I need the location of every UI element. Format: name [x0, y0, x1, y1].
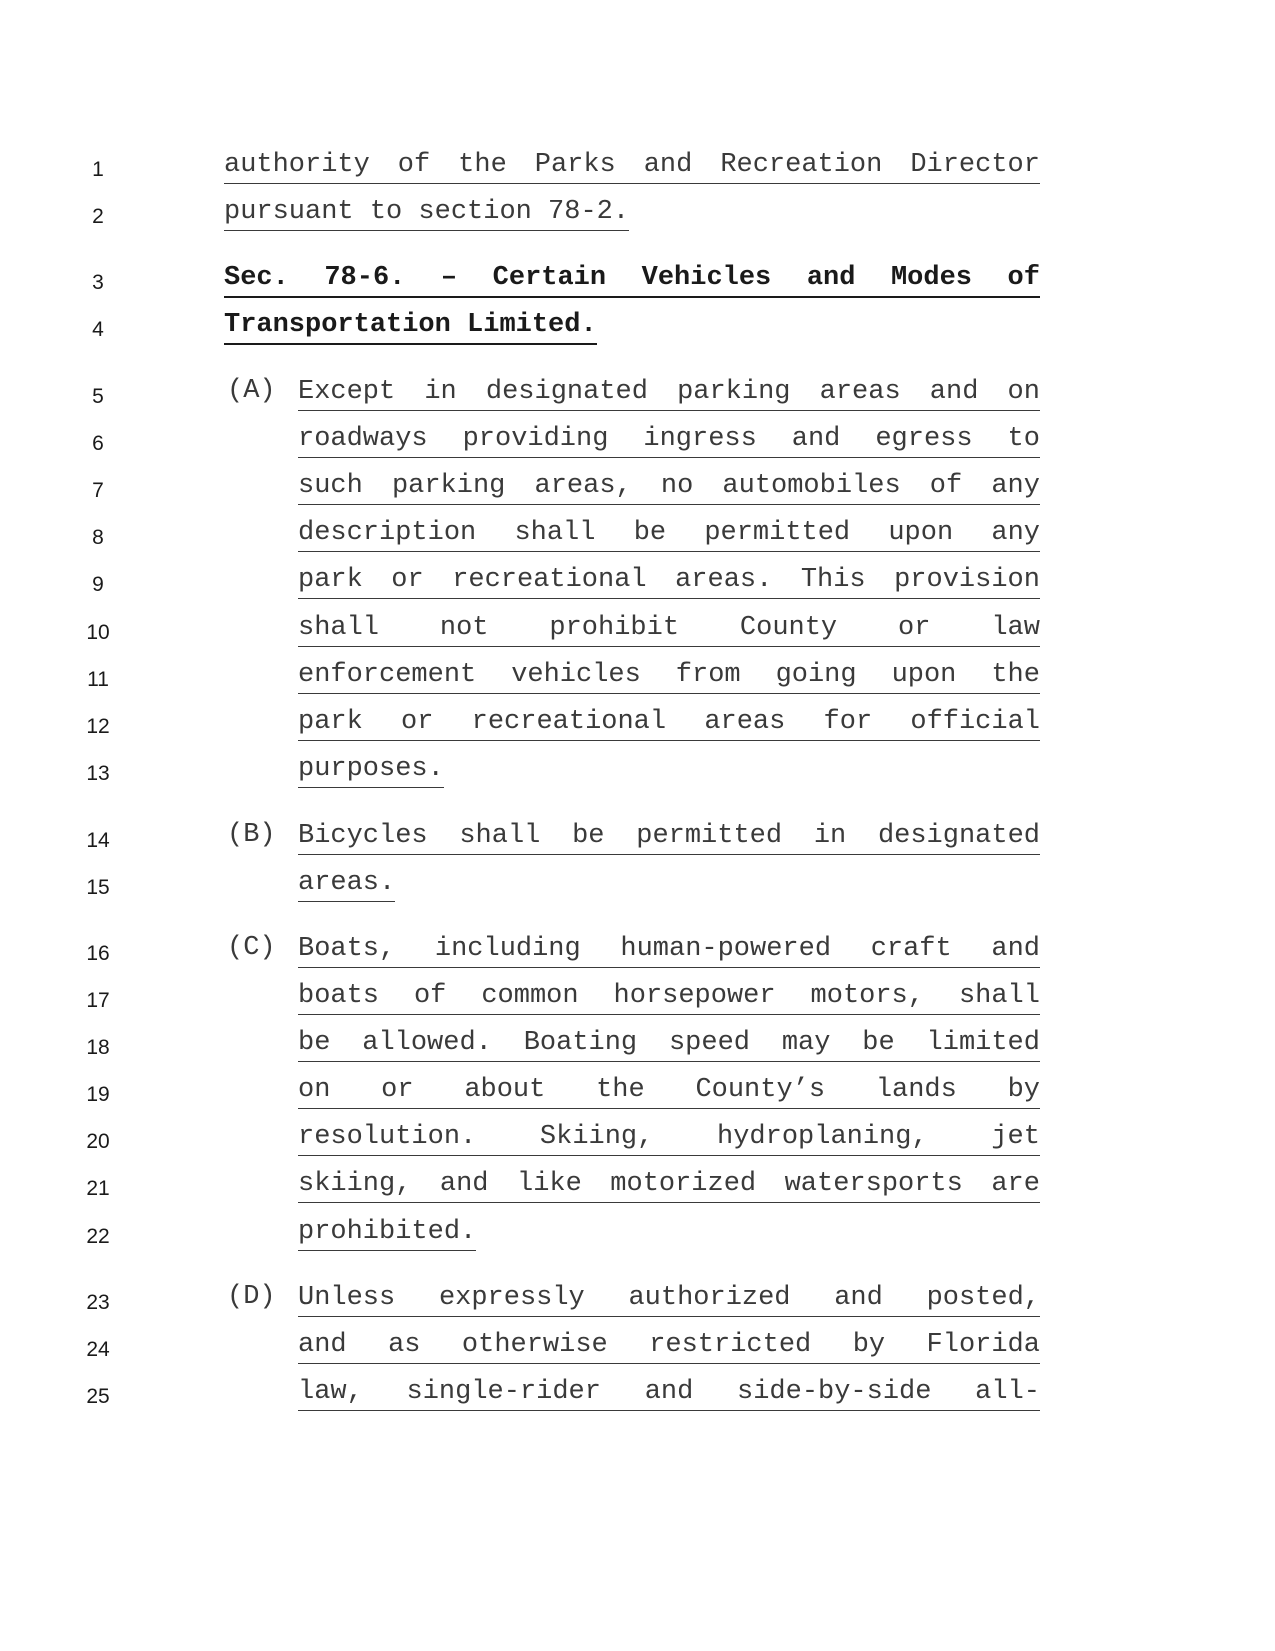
word: on — [298, 1075, 331, 1105]
word: by — [1007, 1075, 1040, 1105]
line-number: 2 — [92, 205, 104, 228]
word: park — [298, 565, 363, 595]
word: Modes — [890, 263, 972, 293]
word: for — [823, 707, 873, 737]
word: law — [991, 613, 1040, 643]
word: single-rider — [406, 1377, 601, 1407]
line-number: 11 — [87, 668, 109, 691]
word: Boats, — [298, 934, 396, 964]
word: in — [424, 377, 457, 407]
word: shall — [514, 518, 596, 548]
word: and — [298, 1330, 347, 1360]
line-19 — [0, 1071, 1275, 1111]
line-text: areas. — [298, 867, 395, 902]
line-12 — [0, 703, 1275, 743]
word: expressly — [438, 1283, 585, 1313]
word: recreational — [471, 707, 667, 737]
word: and — [806, 263, 856, 293]
word: side-by-side — [737, 1377, 932, 1407]
word: like — [517, 1169, 582, 1199]
word: Director — [910, 150, 1040, 180]
line-2 — [0, 193, 1275, 233]
word: County’s — [695, 1075, 826, 1105]
word: limited — [926, 1028, 1040, 1058]
word: and — [644, 1377, 694, 1407]
line-text — [298, 980, 1040, 1015]
word: and — [834, 1283, 883, 1313]
word: human-powered — [620, 934, 832, 964]
line-number: 4 — [92, 318, 104, 341]
line-1 — [0, 146, 1275, 186]
word: or — [401, 707, 434, 737]
word: description — [298, 518, 477, 548]
subsection-label: (C) — [227, 933, 276, 963]
word: permitted — [704, 518, 851, 548]
word: designated — [485, 377, 648, 407]
word: egress — [875, 424, 973, 454]
line-number: 5 — [92, 385, 104, 408]
word: shall — [298, 613, 380, 643]
word: or — [898, 613, 931, 643]
word: Parks — [534, 150, 616, 180]
line-6 — [0, 420, 1275, 460]
word: areas. — [675, 565, 773, 595]
subsection-label: (A) — [227, 376, 276, 406]
word: in — [813, 821, 847, 851]
line-number: 23 — [86, 1291, 110, 1314]
word: skiing, — [298, 1169, 412, 1199]
line-number: 21 — [86, 1177, 110, 1200]
section-heading: Transportation Limited. — [224, 309, 597, 345]
word: ingress — [643, 424, 757, 454]
line-number: 12 — [86, 715, 110, 738]
line-13 — [0, 750, 1275, 790]
word: upon — [891, 660, 957, 690]
word: of — [929, 471, 963, 501]
word: 78-6. — [324, 263, 406, 293]
word: and — [643, 150, 693, 180]
line-text — [298, 1027, 1040, 1062]
line-number: 24 — [86, 1338, 110, 1361]
word: by — [852, 1330, 886, 1360]
line-text — [298, 1121, 1040, 1156]
word: designated — [877, 821, 1040, 851]
line-17 — [0, 977, 1275, 1017]
line-number: 8 — [92, 526, 104, 549]
word: allowed. — [362, 1028, 492, 1058]
word: of — [397, 150, 431, 180]
word: park — [298, 707, 363, 737]
word: common — [481, 981, 579, 1011]
line-number: 19 — [86, 1083, 110, 1106]
line-14 — [0, 817, 1275, 857]
subsection-label: (D) — [227, 1282, 276, 1312]
word: on — [1007, 377, 1040, 407]
word: posted, — [926, 1283, 1040, 1313]
line-text — [298, 706, 1040, 741]
line-text — [298, 820, 1040, 855]
line-5 — [0, 373, 1275, 413]
word: and — [791, 424, 841, 454]
word: motors, — [810, 981, 924, 1011]
section-heading — [224, 262, 1040, 298]
word: and — [439, 1169, 489, 1199]
word: shall — [459, 821, 541, 851]
word: be — [572, 821, 605, 851]
word: lands — [875, 1075, 957, 1105]
line-10 — [0, 609, 1275, 649]
word: shall — [958, 981, 1040, 1011]
word: Bicycles — [298, 821, 428, 851]
line-number: 17 — [86, 989, 110, 1012]
word: as — [388, 1330, 421, 1360]
word: of — [1007, 263, 1040, 293]
line-text: prohibited. — [298, 1216, 476, 1251]
word: such — [298, 471, 363, 501]
word: be — [298, 1028, 331, 1058]
line-text — [298, 1168, 1040, 1203]
word: the — [596, 1075, 645, 1105]
line-3 — [0, 259, 1275, 299]
word: authorized — [628, 1283, 791, 1313]
word: prohibit — [549, 613, 680, 643]
word: motorized — [610, 1169, 757, 1199]
word: hydroplaning, — [717, 1122, 928, 1152]
line-text — [298, 470, 1040, 505]
word: recreational — [452, 565, 647, 595]
line-9 — [0, 561, 1275, 601]
line-8 — [0, 514, 1275, 554]
word: authority — [224, 150, 370, 180]
word: boats — [298, 981, 380, 1011]
line-number: 13 — [86, 762, 110, 785]
line-16 — [0, 930, 1275, 970]
line-text — [298, 612, 1040, 647]
word: going — [775, 660, 857, 690]
line-text: pursuant to section 78-2. — [224, 196, 629, 231]
line-number: 7 — [92, 479, 104, 502]
word: parking — [677, 377, 791, 407]
word: Sec. — [224, 263, 289, 293]
word: including — [434, 934, 581, 964]
word: roadways — [298, 424, 428, 454]
word: the — [991, 660, 1040, 690]
word: vehicles — [511, 660, 641, 690]
word: otherwise — [461, 1330, 608, 1360]
line-number: 20 — [86, 1130, 110, 1153]
line-text — [298, 1074, 1040, 1109]
word: any — [991, 471, 1040, 501]
word: automobiles — [722, 471, 901, 501]
line-15 — [0, 864, 1275, 904]
subsection-label: (B) — [227, 820, 276, 850]
word: not — [439, 613, 489, 643]
word: and — [929, 377, 979, 407]
line-25 — [0, 1373, 1275, 1413]
word: to — [1007, 424, 1040, 454]
word: County — [739, 613, 838, 643]
line-text — [298, 423, 1040, 458]
word: about — [464, 1075, 546, 1105]
line-text — [298, 376, 1040, 411]
line-7 — [0, 467, 1275, 507]
word: may — [781, 1028, 831, 1058]
word: resolution. — [298, 1122, 477, 1152]
word: speed — [668, 1028, 750, 1058]
word: Recreation — [720, 150, 883, 180]
line-number: 25 — [86, 1385, 110, 1408]
word: enforcement — [298, 660, 477, 690]
word: Certain — [492, 263, 607, 293]
line-23 — [0, 1279, 1275, 1319]
line-4 — [0, 306, 1275, 346]
line-number: 14 — [86, 829, 110, 852]
word: craft — [870, 934, 952, 964]
line-11 — [0, 656, 1275, 696]
word: jet — [991, 1122, 1040, 1152]
line-18 — [0, 1024, 1275, 1064]
word: restricted — [649, 1330, 812, 1360]
line-text — [298, 1329, 1040, 1364]
line-text — [298, 1282, 1040, 1317]
word: parking — [391, 471, 506, 501]
word: areas, — [534, 471, 632, 501]
line-number: 10 — [86, 621, 110, 644]
word: all- — [975, 1377, 1040, 1407]
line-text — [298, 564, 1040, 599]
line-number: 6 — [92, 432, 104, 455]
word: upon — [888, 518, 954, 548]
line-number: 9 — [92, 573, 104, 596]
word: horsepower — [613, 981, 776, 1011]
word: of — [413, 981, 447, 1011]
line-number: 1 — [92, 158, 104, 181]
word: any — [991, 518, 1040, 548]
word: be — [862, 1028, 895, 1058]
line-text — [298, 1376, 1040, 1411]
word: Skiing, — [539, 1122, 654, 1152]
line-text — [298, 659, 1040, 694]
word: areas — [704, 707, 786, 737]
word: law, — [298, 1377, 363, 1407]
line-number: 22 — [86, 1225, 110, 1248]
word: from — [675, 660, 741, 690]
line-number: 16 — [86, 942, 110, 965]
word: Unless — [298, 1283, 396, 1313]
word: and — [991, 934, 1040, 964]
line-text — [298, 517, 1040, 552]
word: or — [391, 565, 424, 595]
word: This — [800, 565, 866, 595]
line-22 — [0, 1213, 1275, 1253]
word: – — [440, 263, 458, 293]
word: watersports — [784, 1169, 963, 1199]
line-21 — [0, 1165, 1275, 1205]
word: areas — [819, 377, 901, 407]
line-24 — [0, 1326, 1275, 1366]
word: Vehicles — [641, 263, 772, 293]
line-text — [298, 933, 1040, 968]
word: permitted — [636, 821, 783, 851]
word: Boating — [523, 1028, 638, 1058]
word: Florida — [926, 1330, 1040, 1360]
word: no — [660, 471, 694, 501]
word: be — [633, 518, 667, 548]
word: providing — [462, 424, 609, 454]
line-20 — [0, 1118, 1275, 1158]
word: official — [910, 707, 1040, 737]
line-number: 3 — [92, 271, 104, 294]
line-text — [224, 149, 1040, 184]
word: Except — [298, 377, 396, 407]
word: provision — [894, 565, 1040, 595]
line-number: 15 — [86, 876, 110, 899]
line-text: purposes. — [298, 753, 444, 788]
line-number: 18 — [86, 1036, 110, 1059]
word: the — [458, 150, 507, 180]
word: are — [991, 1169, 1040, 1199]
word: or — [381, 1075, 414, 1105]
